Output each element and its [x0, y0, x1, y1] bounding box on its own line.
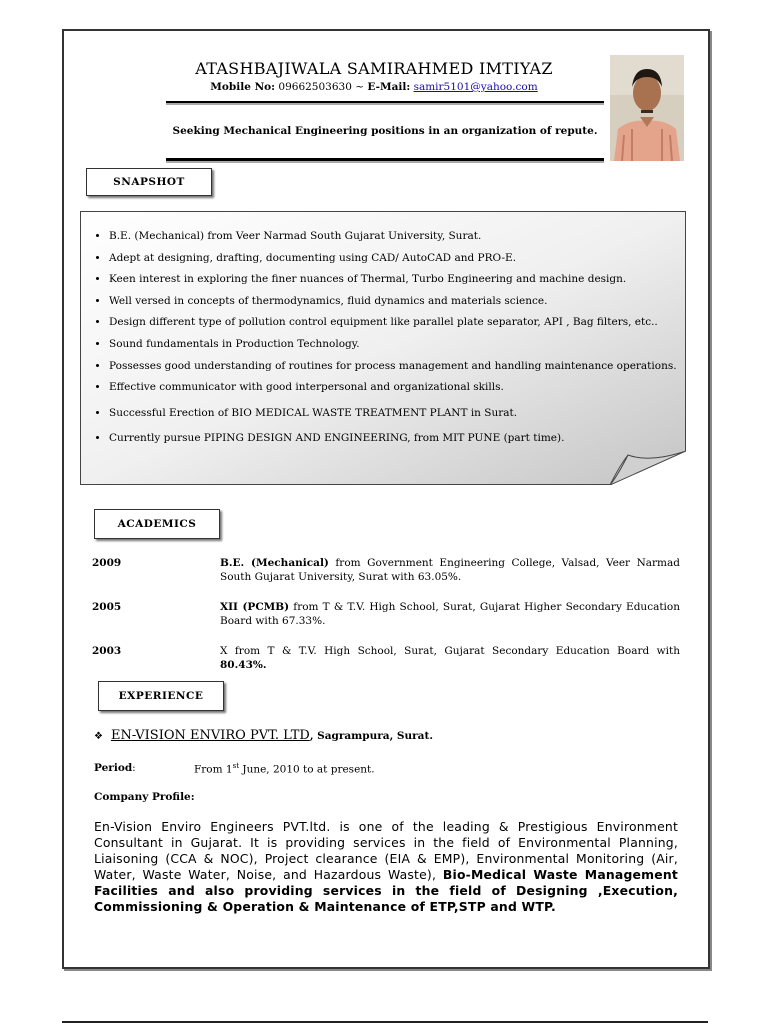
snapshot-item: • Possesses good understanding of routines for process management and handling maintenance operations. [109, 356, 689, 378]
academic-year: 2003 [92, 645, 122, 657]
academic-details: X from T & T.V. High School, Surat, Gujarat Secondary Education Board with [220, 645, 680, 657]
snapshot-item: • Sound fundamentals in Production Technology. [109, 334, 689, 356]
profile-bold: Bio-Medical Waste Management Facilities and also providing services in the field of Designing ,Execution, Commissioning & Operation & Maintenance of ETP,STP and WTP. [94, 867, 678, 914]
mobile-number: 09662503630 [278, 81, 352, 93]
profile-photo [610, 55, 684, 161]
snapshot-item: • Adept at designing, drafting, documenting using CAD/ AutoCAD and PRO-E. [109, 248, 689, 270]
period-colon: : [132, 762, 136, 774]
company-name: EN-VISION ENVIRO PVT. LTD [110, 728, 310, 743]
experience-heading: EXPERIENCE [98, 681, 224, 711]
snapshot-item: • Keen interest in exploring the finer nuances of Thermal, Turbo Engineering and machine design. [109, 269, 689, 291]
profile-body: En-Vision Enviro Engineers PVT.ltd. is one of the leading & Prestigious Environment Consultant in Gujarat. It is providing services in the field of Environmental Planning, Liaisoning (CCA & NOC), Project clearance (EIA & EMP), Environmental Monitoring (Air, Water, Waste Water, Noise, and Hazardous Waste), [94, 819, 678, 882]
academic-year: 2009 [92, 557, 122, 569]
period-superscript: st [232, 762, 240, 770]
page-curl-icon [610, 449, 686, 485]
snapshot-item: • Design different type of pollution control equipment like parallel plate separator, API , Bag filters, etc.. [109, 312, 689, 334]
academic-entry [220, 600, 680, 628]
mobile-label: Mobile No: [210, 81, 276, 93]
company-line [94, 728, 433, 743]
academic-degree: B.E. (Mechanical) [220, 557, 329, 569]
email-link[interactable]: samir5101@yahoo.com [413, 81, 538, 93]
period-label-line [94, 762, 136, 774]
academics-heading: ACADEMICS [94, 509, 220, 539]
academic-entry [220, 556, 680, 584]
company-profile-text [94, 819, 678, 915]
contact-separator: ~ [351, 81, 368, 93]
academic-degree: XII (PCMB) [220, 601, 290, 613]
diamond-bullet-icon: ❖ [94, 731, 103, 742]
header-rule-top [166, 101, 604, 103]
company-profile-label: Company Profile: [94, 791, 195, 803]
snapshot-item: • Successful Erection of BIO MEDICAL WASTE TREATMENT PLANT in Surat. [109, 403, 689, 425]
academic-entry [220, 644, 680, 672]
career-objective: Seeking Mechanical Engineering positions in an organization of repute. [172, 125, 598, 137]
period-value [194, 762, 375, 776]
academic-details: from T & T.V. High School, Surat, Gujarat Higher Secondary Education Board with 67.33%. [220, 601, 680, 627]
email-label: E-Mail: [367, 81, 411, 93]
company-location: , Sagrampura, Surat. [309, 730, 433, 742]
period-label: Period [94, 762, 133, 774]
academic-details: from Government Engineering College, Valsad, Veer Narmad South Gujarat University, Surat with 63.05%. [220, 557, 680, 583]
resume-page [62, 29, 710, 969]
snapshot-item: • Effective communicator with good interpersonal and organizational skills. [109, 377, 689, 399]
snapshot-item: • Currently pursue PIPING DESIGN AND ENGINEERING, from MIT PUNE (part time). [109, 428, 689, 450]
header-rule-bottom [166, 158, 604, 161]
snapshot-box [80, 211, 686, 485]
candidate-name: ATASHBAJIWALA SAMIRAHMED IMTIYAZ [195, 59, 553, 78]
period-rest: June, 2010 to at present. [239, 763, 375, 776]
period-from: From 1 [194, 763, 233, 776]
snapshot-item: • Well versed in concepts of thermodynamics, fluid dynamics and materials science. [109, 291, 689, 313]
academic-year: 2005 [92, 601, 122, 613]
snapshot-item: • B.E. (Mechanical) from Veer Narmad South Gujarat University, Surat. [109, 226, 689, 248]
snapshot-list [89, 226, 689, 450]
snapshot-heading: SNAPSHOT [86, 168, 212, 196]
academic-score: 80.43%. [220, 659, 267, 671]
page-divider [62, 1021, 708, 1023]
contact-line [184, 81, 564, 93]
